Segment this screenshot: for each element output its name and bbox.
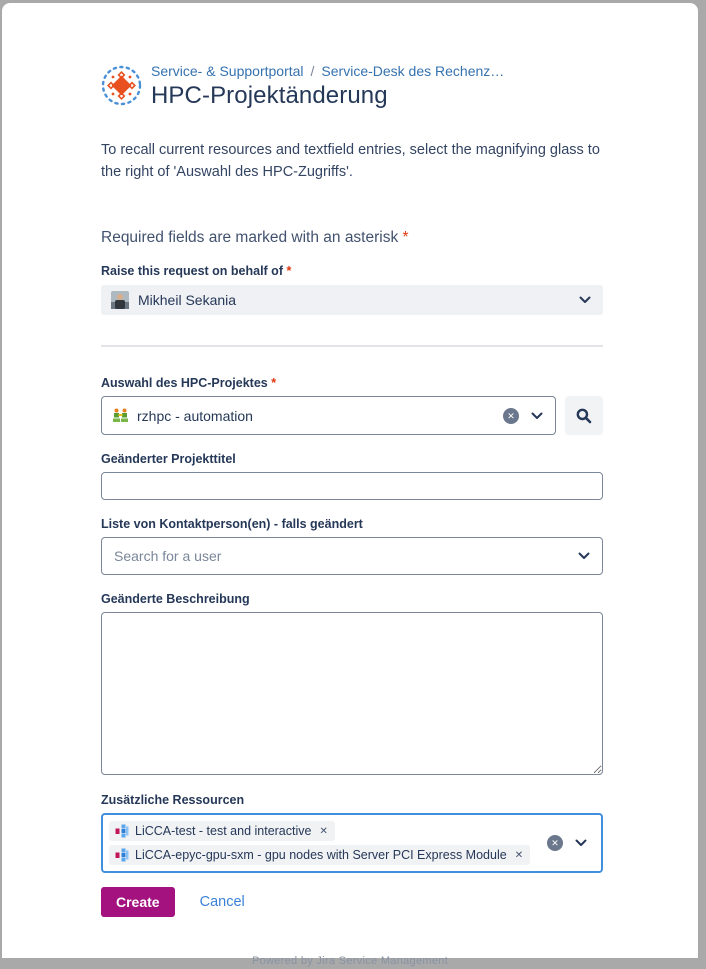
portal-card — [2, 3, 698, 967]
search-icon — [575, 407, 593, 425]
project-select-value: rzhpc - automation — [137, 407, 253, 424]
chevron-down-icon — [579, 296, 591, 304]
project-select[interactable] — [101, 396, 556, 435]
breadcrumb-separator: / — [310, 63, 315, 79]
clear-selection-icon[interactable]: ✕ — [503, 408, 519, 424]
remove-tag-icon[interactable]: ✕ — [514, 849, 524, 861]
asterisk: * — [271, 376, 277, 390]
user-avatar — [111, 291, 129, 309]
resources-multiselect[interactable] — [101, 813, 603, 873]
clear-all-icon[interactable]: ✕ — [547, 835, 563, 851]
portal-logo-icon — [101, 65, 142, 106]
page-header — [101, 63, 603, 110]
behalf-user-name: Mikheil Sekania — [138, 292, 237, 308]
breadcrumb-servicedesk-link[interactable]: Service-Desk des Rechenz… — [321, 63, 505, 79]
page-title: HPC-Projektänderung — [151, 82, 388, 109]
resource-tag — [109, 821, 335, 841]
resources-field — [101, 793, 603, 873]
project-title-field — [101, 452, 603, 500]
intro-text: To recall current resources and textfield entries, select the magnifying glass to the right of 'Auswahl des HPC-Zugriffs'. — [101, 142, 600, 180]
project-title-input[interactable] — [101, 472, 603, 500]
contacts-label: Liste von Kontaktperson(en) - falls geändert — [101, 517, 363, 531]
description-field — [101, 592, 603, 780]
chevron-down-icon[interactable] — [531, 412, 543, 420]
contacts-field — [101, 517, 603, 575]
description-textarea[interactable] — [101, 612, 603, 775]
remove-tag-icon[interactable]: ✕ — [319, 825, 328, 837]
chevron-down-icon[interactable] — [578, 552, 590, 560]
project-title-label: Geänderter Projekttitel — [101, 452, 236, 466]
resource-tag-label: LiCCA-epyc-gpu-sxm - gpu nodes with Server PCI Express Module — [135, 848, 507, 862]
project-field — [101, 376, 603, 435]
resources-label: Zusätzliche Ressourcen — [101, 793, 245, 807]
project-icon — [112, 408, 129, 423]
asterisk: * — [286, 264, 292, 278]
form-actions — [101, 887, 603, 917]
behalf-field — [101, 264, 603, 315]
asterisk: * — [402, 229, 409, 246]
footer-powered-by: Powered by Jira Service Management — [251, 955, 449, 967]
cancel-link[interactable]: Cancel — [199, 894, 245, 910]
contacts-placeholder: Search for a user — [114, 548, 222, 564]
resource-icon — [115, 824, 129, 838]
resource-tag-label: LiCCA-test - test and interactive — [135, 824, 312, 838]
recall-search-button[interactable] — [565, 396, 603, 435]
chevron-down-icon[interactable] — [575, 839, 587, 847]
resource-tag — [109, 845, 530, 865]
create-button[interactable]: Create — [101, 887, 175, 917]
behalf-label: Raise this request on behalf of * — [101, 264, 292, 278]
resource-icon — [115, 848, 129, 862]
description-label: Geänderte Beschreibung — [101, 592, 250, 606]
project-label: Auswahl des HPC-Projektes * — [101, 376, 277, 390]
contacts-user-select[interactable] — [101, 537, 603, 575]
multiselect-controls — [547, 835, 587, 851]
required-fields-note: Required fields are marked with an asterisk * — [101, 229, 409, 246]
behalf-user-select[interactable] — [101, 285, 603, 315]
breadcrumb — [151, 63, 504, 79]
breadcrumb-portal-link[interactable]: Service- & Supportportal — [151, 63, 304, 79]
section-divider — [101, 345, 603, 347]
